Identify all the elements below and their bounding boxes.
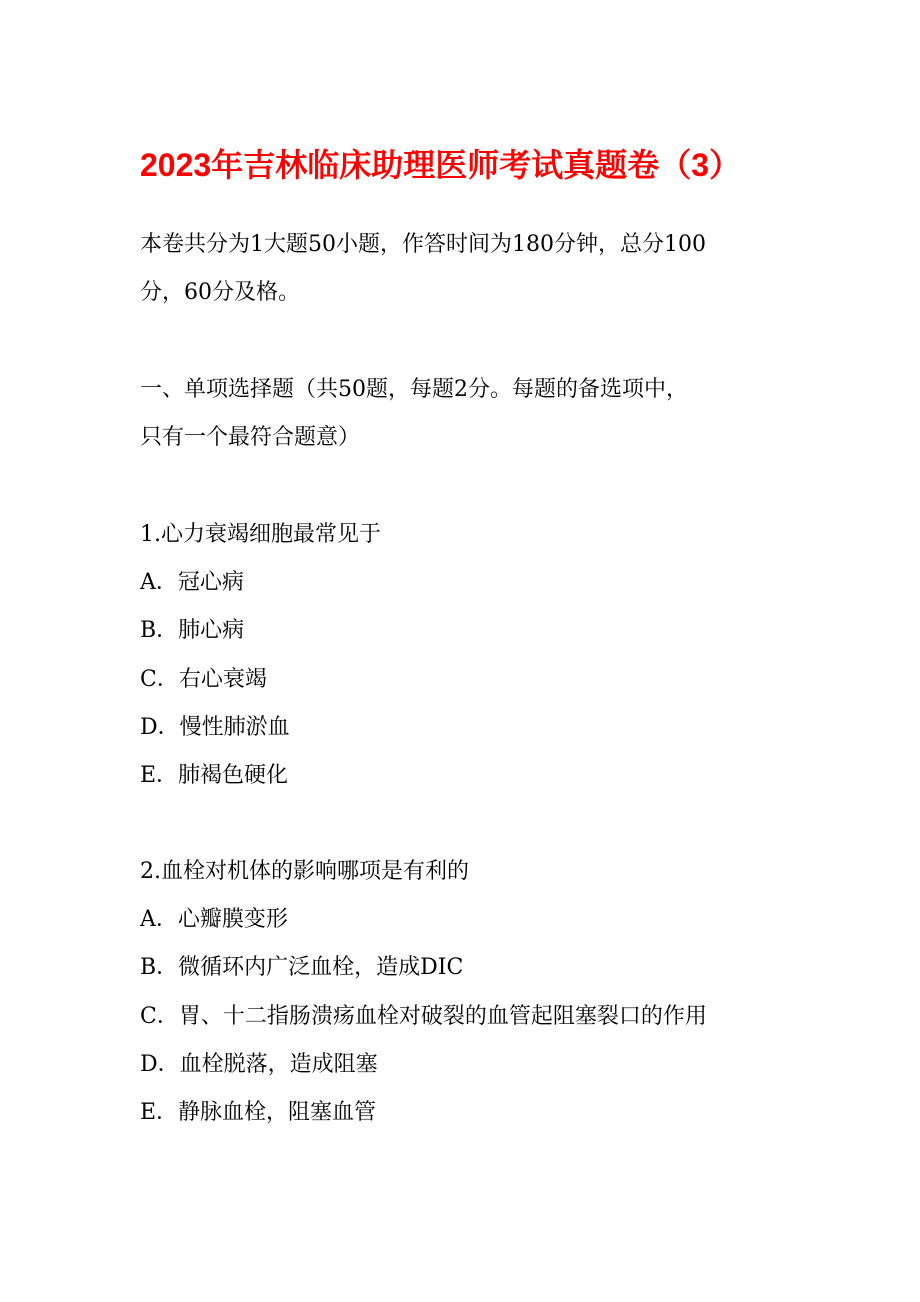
question-stem: 2.血栓对机体的影响哪项是有利的: [140, 859, 469, 884]
option-a: A．心瓣膜变形: [140, 907, 288, 932]
option-d: D．慢性肺淤血: [140, 715, 290, 740]
option-b: B．肺心病: [140, 618, 245, 643]
section-heading-line-1: 一、单项选择题（共50题，每题2分。每题的备选项中，: [140, 377, 688, 402]
intro-line-2: 分，60分及格。: [140, 280, 300, 305]
option-c: C．胃、十二指肠溃疡血栓对破裂的血管起阻塞裂口的作用: [140, 1004, 707, 1029]
document-title: 2023年吉林临床助理医师考试真题卷（3）: [140, 147, 741, 183]
option-d: D．血栓脱落，造成阻塞: [140, 1052, 378, 1077]
question-stem: 1.心力衰竭细胞最常见于: [140, 522, 381, 547]
option-e: E．静脉血栓，阻塞血管: [140, 1100, 377, 1125]
option-a: A．冠心病: [140, 570, 244, 595]
intro-line-1: 本卷共分为1大题50小题，作答时间为180分钟，总分100: [140, 232, 706, 257]
option-e: E．肺褐色硬化: [140, 763, 289, 788]
option-b: B．微循环内广泛血栓，造成DIC: [140, 955, 464, 980]
option-c: C．右心衰竭: [140, 667, 267, 692]
section-heading-line-2: 只有一个最符合题意）: [140, 425, 361, 450]
